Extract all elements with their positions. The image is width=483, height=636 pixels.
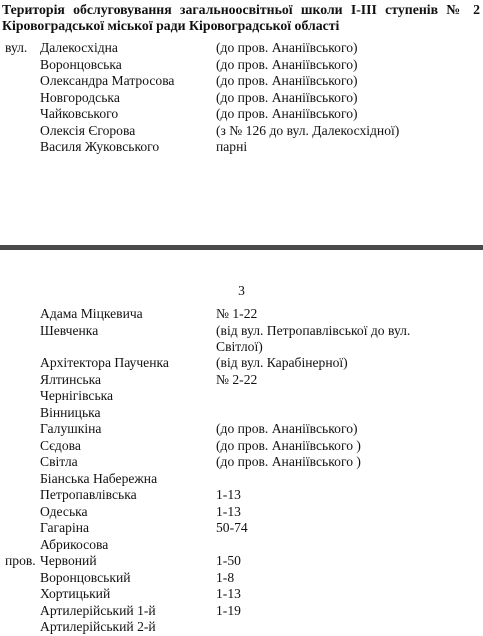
street-row [0,504,483,520]
street-range-note: 1-8 [216,569,235,585]
street-name: Галушкіна [40,421,102,436]
street-name: Біанська Набережна [40,470,158,486]
street-row [0,454,483,470]
street-name: Далекосхідна [40,40,118,55]
street-row [0,90,483,106]
street-name: Адама Міцкевича [40,306,143,321]
street-name: Гагаріна [40,520,90,535]
street-range-note: 50-74 [216,520,248,535]
street-range-note: (до пров. Ананіївського) [216,56,358,72]
street-name: Олексія Єгорова [40,122,136,138]
street-name: Артилерійський 1-й [40,602,156,618]
street-range-note: (до пров. Ананіївського) [216,40,358,55]
street-row [0,586,483,602]
street-range-note: парні [216,139,248,154]
street-range-note: 1-13 [216,487,241,502]
street-name: Шевченка [40,322,99,338]
street-row [0,306,483,322]
street-row [0,372,483,388]
street-row [0,537,483,553]
street-row [0,520,483,536]
street-range-note: (до пров. Ананіївського ) [216,454,361,469]
street-range-note: № 2-22 [216,371,258,387]
street-range-note: 1-13 [216,586,241,601]
street-range-note: № 1-22 [216,306,258,321]
street-range-note: 1-50 [216,553,241,568]
street-name: Одеська [40,503,88,519]
street-row [0,322,483,354]
street-name: Олександра Матросова [40,73,175,88]
street-range-note: (до пров. Ананіївського) [216,421,358,436]
street-name: Ялтинська [40,371,102,387]
street-type-prefix: пров. [5,553,36,568]
street-name: Світла [40,454,78,469]
street-name: Василя Жуковського [40,139,160,154]
street-row [0,438,483,454]
street-name: Чайковського [40,106,119,121]
street-name: Вінницька [40,404,101,420]
street-type-prefix: вул. [5,40,28,55]
page-divider [0,245,483,250]
street-row [0,405,483,421]
street-name: Хортицький [40,586,111,601]
street-range-note: 1-19 [216,602,241,618]
street-row [0,73,483,89]
street-row [0,570,483,586]
street-name: Петропавлівська [40,487,137,502]
street-row [0,106,483,122]
street-range-note: (до пров. Ананіївського ) [216,437,361,453]
street-range-note: (від вул. Петропавлівської до вул. Світлої) [216,322,411,354]
street-range-note: (до пров. Ананіївського) [216,73,358,88]
street-row [0,40,483,56]
street-row [0,471,483,487]
street-range-note: (до пров. Ананіївського) [216,89,358,105]
street-row [0,388,483,404]
street-row [0,553,483,569]
street-name: Архітектора Паученка [40,355,169,370]
street-range-note: (до пров. Ананіївського) [216,106,358,121]
street-row [0,487,483,503]
street-name: Новгородська [40,89,120,105]
street-row [0,603,483,619]
street-name: Воронцовська [40,56,122,72]
street-name: Сєдова [40,437,81,453]
street-row [0,355,483,371]
street-name: Артилерійський 2-й [40,619,156,634]
street-range-note: (від вул. Карабінерної) [216,355,348,370]
street-row [0,123,483,139]
document-title: Територія обслуговування загальноосвітньої школи І-ІІІ ступенів № 2 Кіровоградської міської ради Кіровоградської області [2,2,480,33]
street-row [0,619,483,635]
street-name: Абрикосова [40,536,109,552]
street-range-note: (з № 126 до вул. Далекосхідної) [216,122,400,138]
street-row [0,57,483,73]
street-row [0,421,483,437]
street-range-note: 1-13 [216,503,241,519]
street-name: Чернігівська [40,388,114,403]
page-number: 3 [238,283,245,298]
street-row [0,139,483,155]
street-name: Воронцовський [40,569,131,585]
street-name: Червоний [40,553,97,568]
